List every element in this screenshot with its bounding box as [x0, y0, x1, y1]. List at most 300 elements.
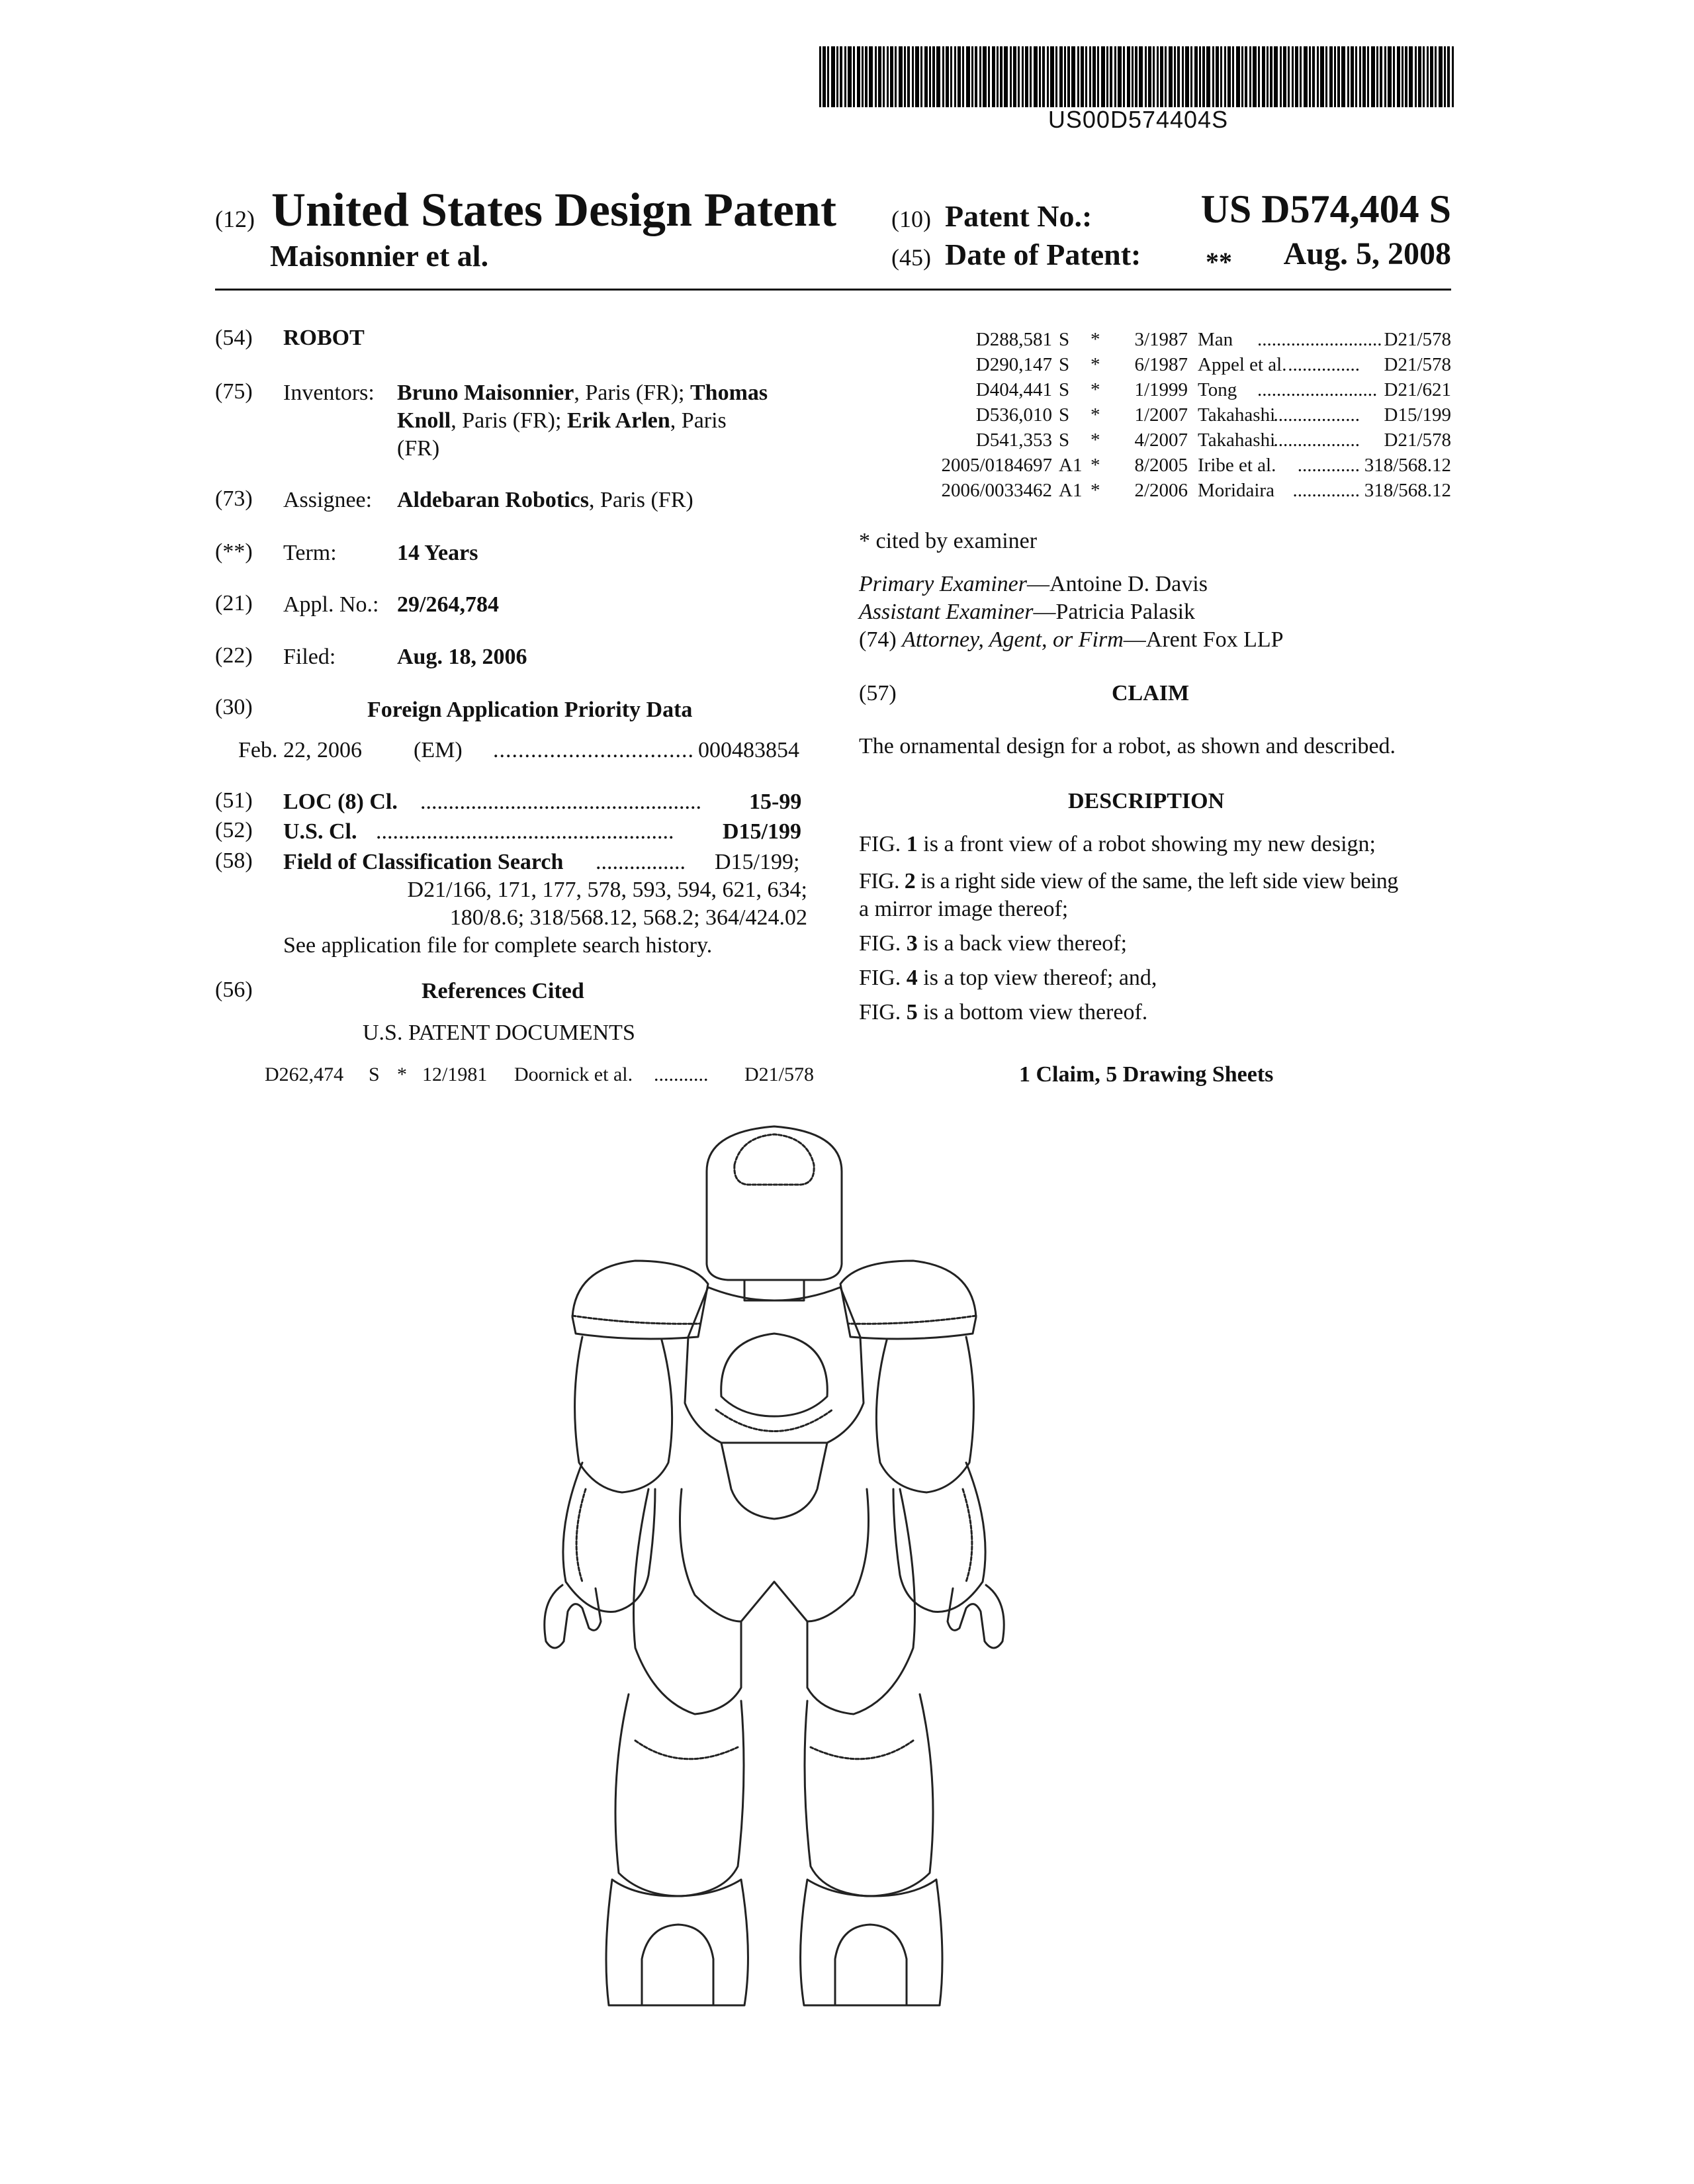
- date-of-patent-label: Date of Patent:: [945, 238, 1141, 271]
- barcode-bar: [1283, 46, 1286, 107]
- barcode-bar: [1439, 46, 1443, 107]
- figure-5-description: [859, 999, 1147, 1026]
- barcode-bar: [1216, 46, 1219, 107]
- ref-date: 1/2007: [1134, 404, 1188, 426]
- ref-name: Takahashi: [1198, 430, 1276, 451]
- barcode-bar: [1185, 46, 1189, 107]
- appl-number: 29/264,784: [397, 592, 499, 617]
- barcode-bar: [1004, 46, 1008, 107]
- barcode-bar: [1241, 46, 1243, 107]
- assignee-location: , Paris (FR): [588, 488, 693, 512]
- barcode-bar: [1325, 46, 1327, 107]
- barcode-bar: [865, 46, 868, 107]
- barcode-bar: [992, 46, 995, 107]
- barcode-bar: [1145, 46, 1147, 107]
- reference-row: [860, 478, 1451, 503]
- reference-row: [860, 453, 1451, 478]
- reference-row: [860, 402, 1451, 428]
- barcode-bar: [1280, 46, 1282, 107]
- ref-dots: ..............: [1292, 480, 1360, 501]
- barcode-bar: [1050, 46, 1054, 107]
- ref-class: D21/578: [1384, 430, 1451, 451]
- barcode-bar: [1380, 46, 1382, 107]
- barcode-bar: [1312, 46, 1315, 107]
- barcode-bar: [1397, 46, 1400, 107]
- ref-date: 8/2005: [1134, 455, 1188, 476]
- barcode-bar: [887, 46, 889, 107]
- barcode-bar: [1351, 46, 1354, 107]
- assignee-name: Aldebaran Robotics: [397, 488, 589, 512]
- barcode-bar: [1300, 46, 1302, 107]
- document-type: United States Design Patent: [271, 183, 836, 236]
- barcode-bar: [827, 46, 829, 107]
- barcode-bar: [1232, 46, 1234, 107]
- robot-left-foot: [606, 1880, 748, 2005]
- refs-subheading: U.S. PATENT DOCUMENTS: [363, 1021, 635, 1045]
- field-dots: ................: [596, 850, 686, 874]
- ref-date: 12/1981: [422, 1064, 488, 1085]
- robot-right-upper-arm: [876, 1337, 973, 1492]
- ref-class: D21/578: [744, 1064, 814, 1085]
- ref-date: 1/1999: [1134, 379, 1188, 400]
- barcode-bar: [899, 46, 903, 107]
- barcode-bar: [1160, 46, 1163, 107]
- robot-left-shin: [615, 1694, 744, 1896]
- term-label: Term:: [283, 541, 337, 565]
- ref-number: D541,353: [975, 430, 1052, 451]
- figure-3-description: [859, 930, 1127, 958]
- refs-code: (56): [215, 978, 253, 1002]
- fig-text: is a back view thereof;: [923, 931, 1128, 956]
- barcode-bar: [1258, 46, 1260, 107]
- barcode-bar: [1202, 46, 1205, 107]
- ref-star: *: [1091, 480, 1100, 501]
- refs-heading: References Cited: [422, 979, 584, 1003]
- robot-left-upper-arm: [575, 1337, 672, 1492]
- claim-heading: CLAIM: [1112, 681, 1190, 705]
- barcode-bar: [857, 46, 860, 107]
- barcode-bar: [988, 46, 990, 107]
- term-value: 14 Years: [397, 541, 478, 565]
- barcode-bar: [983, 46, 987, 107]
- ref-dots: ..................: [1273, 430, 1360, 451]
- barcode-bar: [1384, 46, 1386, 107]
- filed-date: Aug. 18, 2006: [397, 645, 527, 669]
- ref-kind: S: [1059, 430, 1070, 451]
- barcode-bar: [1320, 46, 1324, 107]
- fig-prefix: FIG.: [859, 832, 901, 856]
- barcode-bar: [929, 46, 931, 107]
- fig-text: is a right side view of the same, the left side view being: [920, 869, 1398, 893]
- field-line-3: 180/8.6; 318/568.12, 568.2; 364/424.02: [449, 905, 807, 930]
- us-cl-label: U.S. Cl.: [283, 819, 357, 844]
- barcode-bar: [932, 46, 935, 107]
- fig-number: 1: [906, 832, 918, 856]
- ref-star: *: [1091, 404, 1100, 426]
- us-cl-code: (52): [215, 818, 253, 842]
- foreign-heading: Foreign Application Priority Data: [367, 698, 693, 722]
- robot-left-thigh: [634, 1489, 742, 1714]
- barcode-bar: [1288, 46, 1290, 107]
- barcode-bar: [1169, 46, 1173, 107]
- barcode-bar: [1415, 46, 1417, 107]
- ref-date: 6/1987: [1134, 354, 1188, 375]
- barcode-bar: [920, 46, 922, 107]
- barcode-bar: [979, 46, 981, 107]
- ref-kind: S: [1059, 354, 1070, 375]
- barcode-bar: [1253, 46, 1257, 107]
- barcode-bar: [1371, 46, 1375, 107]
- inventor-3-name: Erik Arlen: [566, 408, 670, 433]
- barcode-bar: [1153, 46, 1155, 107]
- loc-dots: ..................................................: [420, 790, 701, 814]
- title-code: (54): [215, 326, 253, 350]
- reference-row: [860, 377, 1451, 402]
- barcode-bar: [1409, 46, 1413, 107]
- ref-kind: S: [1059, 404, 1070, 426]
- barcode-bar: [1227, 46, 1231, 107]
- ref-kind: S: [369, 1064, 380, 1085]
- barcode-bar: [1118, 46, 1122, 107]
- barcode-bar: [1212, 46, 1214, 107]
- robot-pelvis: [680, 1489, 869, 1621]
- attorney-label: Attorney, Agent, or Firm: [902, 627, 1124, 652]
- barcode-bar: [1022, 46, 1024, 107]
- inventor-short: Maisonnier et al.: [270, 239, 489, 273]
- appl-code: (21): [215, 591, 253, 615]
- reference-row: [860, 352, 1451, 377]
- barcode-bar: [1245, 46, 1247, 107]
- barcode-bar: [1064, 46, 1066, 107]
- inventor-3-country: (FR): [397, 436, 440, 461]
- fig-prefix: FIG.: [859, 931, 901, 956]
- barcode-bar: [1309, 46, 1311, 107]
- barcode-bar: [1174, 46, 1176, 107]
- ref-dots: ..................: [1273, 404, 1360, 426]
- barcode-bar: [1447, 46, 1450, 107]
- ref-date: 2/2006: [1134, 480, 1188, 501]
- barcode-bar: [1165, 46, 1167, 107]
- ref-star: *: [1091, 329, 1100, 350]
- barcode-bar: [890, 46, 893, 107]
- fig-text: is a bottom view thereof.: [923, 1000, 1148, 1024]
- us-cl-value: D15/199: [723, 819, 801, 844]
- barcode-bar: [936, 46, 940, 107]
- ref-class: D21/578: [1384, 329, 1451, 350]
- ref-number: 2006/0033462: [941, 480, 1052, 501]
- barcode-bar: [1139, 46, 1143, 107]
- barcode-bar: [1018, 46, 1020, 107]
- patent-number: US D574,404 S: [1200, 187, 1451, 231]
- robot-right-shoulder: [840, 1261, 976, 1339]
- robot-abdomen: [721, 1443, 827, 1519]
- ref-dots: .............: [1297, 455, 1360, 476]
- barcode-bar: [1274, 46, 1278, 107]
- ref-star: *: [1091, 430, 1100, 451]
- ref-kind: A1: [1059, 480, 1083, 501]
- barcode-bar: [1430, 46, 1433, 107]
- ref-kind: S: [1059, 329, 1070, 350]
- barcode-bar: [915, 46, 919, 107]
- barcode-bar: [1236, 46, 1240, 107]
- figure-1-description: [859, 831, 1376, 858]
- robot-right-shin: [805, 1694, 933, 1896]
- barcode-bar: [1334, 46, 1336, 107]
- robot-front-view-drawing: [543, 1118, 1125, 2032]
- barcode-bar: [1110, 46, 1112, 107]
- primary-examiner: [859, 570, 1208, 598]
- barcode-bar: [1092, 46, 1096, 107]
- patent-title: ROBOT: [283, 326, 365, 350]
- reference-row: [265, 1064, 814, 1090]
- robot-right-thigh: [807, 1489, 915, 1714]
- robot-head: [707, 1126, 842, 1280]
- fig-prefix: FIG.: [859, 869, 899, 893]
- barcode-number: US00D574404S: [1048, 106, 1229, 133]
- inventors-line-1: [397, 379, 768, 407]
- assignee: [397, 486, 693, 514]
- assistant-examiner: [859, 598, 1195, 626]
- barcode-bar: [1341, 46, 1345, 107]
- inventor-1-name: Bruno Maisonnier: [397, 381, 574, 405]
- barcode-bar: [1376, 46, 1378, 107]
- barcode-bar: [1359, 46, 1361, 107]
- barcode-bar: [1194, 46, 1198, 107]
- barcode-bar: [1224, 46, 1226, 107]
- date-of-patent: Aug. 5, 2008: [1283, 236, 1451, 271]
- barcode-bar: [1047, 46, 1049, 107]
- figure-4-description: [859, 964, 1157, 992]
- ref-dots: ...............: [1288, 354, 1360, 375]
- barcode-bar: [1423, 46, 1425, 107]
- ref-name: Appel et al.: [1198, 354, 1287, 375]
- assistant-examiner-label: Assistant Examiner: [859, 600, 1034, 624]
- barcode-bar: [1295, 46, 1298, 107]
- ref-class: D21/578: [1384, 354, 1451, 375]
- field-line-1: D15/199;: [715, 850, 800, 874]
- ref-star: *: [1091, 354, 1100, 375]
- inventor-2-location: , Paris (FR);: [451, 408, 567, 433]
- barcode-bar: [1081, 46, 1084, 107]
- ref-star: *: [397, 1064, 407, 1085]
- inventors-code: (75): [215, 379, 253, 404]
- fig-prefix: FIG.: [859, 1000, 901, 1024]
- barcode-bar: [966, 46, 970, 107]
- ref-name: Iribe et al.: [1198, 455, 1276, 476]
- barcode-bar: [1393, 46, 1395, 107]
- patent-number-label: Patent No.:: [945, 199, 1092, 233]
- barcode-bar: [895, 46, 897, 107]
- barcode-bar: [1304, 46, 1308, 107]
- barcode-bar: [950, 46, 952, 107]
- barcode-bar: [1292, 46, 1294, 107]
- barcode-bar: [1055, 46, 1057, 107]
- primary-examiner-label: Primary Examiner: [859, 572, 1028, 596]
- attorney-name: —Arent Fox LLP: [1123, 627, 1284, 652]
- barcode-bar: [1059, 46, 1063, 107]
- barcode-bar: [997, 46, 999, 107]
- assignee-label: Assignee:: [283, 488, 373, 512]
- barcode-bar: [1030, 46, 1032, 107]
- barcode-bar: [1157, 46, 1159, 107]
- barcode-bar: [907, 46, 910, 107]
- robot-right-hand: [948, 1585, 1004, 1648]
- foreign-number: 000483854: [698, 738, 799, 762]
- ref-star: *: [1091, 455, 1100, 476]
- description-heading: DESCRIPTION: [1068, 789, 1225, 813]
- ref-name: Tong: [1198, 379, 1237, 400]
- code-45: (45): [891, 244, 931, 271]
- barcode-bar: [1025, 46, 1028, 107]
- robot-right-foot: [801, 1880, 942, 2005]
- foreign-dots: ................................: [493, 738, 694, 762]
- claim-code: (57): [859, 681, 897, 705]
- date-asterisks: **: [1206, 247, 1232, 277]
- barcode-bar: [1000, 46, 1003, 107]
- barcode-bar: [1148, 46, 1151, 107]
- foreign-date: Feb. 22, 2006: [238, 738, 362, 762]
- ref-name: Takahashi: [1198, 404, 1276, 426]
- ref-kind: S: [1059, 379, 1070, 400]
- inventors-label: Inventors:: [283, 381, 375, 405]
- barcode-bar: [1114, 46, 1116, 107]
- barcode-bar: [1444, 46, 1446, 107]
- barcode-bar: [1177, 46, 1180, 107]
- ref-dots: ...........: [654, 1064, 709, 1085]
- barcode-bar: [1199, 46, 1201, 107]
- barcode-bar: [1127, 46, 1130, 107]
- barcode-bar: [1101, 46, 1105, 107]
- barcode-bar: [1097, 46, 1099, 107]
- foreign-office: (EM): [414, 738, 463, 762]
- barcode-bar: [1206, 46, 1210, 107]
- barcode-bar: [958, 46, 961, 107]
- fig-number: 2: [904, 869, 916, 893]
- barcode-bar: [1089, 46, 1091, 107]
- claims-sheets-summary: 1 Claim, 5 Drawing Sheets: [1019, 1062, 1274, 1087]
- barcode-bar: [1135, 46, 1137, 107]
- ref-class: 318/568.12: [1364, 480, 1451, 501]
- barcode-bar: [954, 46, 956, 107]
- barcode-bar: [853, 46, 855, 107]
- barcode-bar: [1013, 46, 1016, 107]
- term-code: (**): [215, 539, 253, 564]
- appl-label: Appl. No.:: [283, 592, 379, 617]
- filed-code: (22): [215, 643, 253, 668]
- code-12: (12): [215, 206, 255, 232]
- barcode-bar: [1427, 46, 1429, 107]
- barcode-bar: [1355, 46, 1357, 107]
- ref-class: D15/199: [1384, 404, 1451, 426]
- barcode-bar: [1347, 46, 1349, 107]
- attorney: [859, 626, 1284, 654]
- barcode-bar: [1317, 46, 1319, 107]
- inventor-2-last-name: Knoll: [397, 408, 451, 433]
- barcode-bar: [924, 46, 928, 107]
- filed-label: Filed:: [283, 645, 336, 669]
- barcode-bar: [819, 46, 821, 107]
- figure-2-description-cont: a mirror image thereof;: [859, 897, 1069, 921]
- barcode-bar: [1039, 46, 1041, 107]
- barcode-bar: [1435, 46, 1437, 107]
- ref-class: 318/568.12: [1364, 455, 1451, 476]
- barcode-bar: [1452, 46, 1454, 107]
- barcode-bar: [962, 46, 964, 107]
- robot-chest: [685, 1287, 864, 1443]
- barcode-bar: [878, 46, 881, 107]
- fig-prefix: FIG.: [859, 966, 901, 990]
- barcode-bar: [1329, 46, 1333, 107]
- ref-date: 4/2007: [1134, 430, 1188, 451]
- attorney-code: (74): [859, 627, 897, 652]
- barcode-bar: [1067, 46, 1070, 107]
- barcode-bar: [1405, 46, 1407, 107]
- barcode-bar: [1418, 46, 1421, 107]
- barcode-bar: [869, 46, 873, 107]
- ref-number: D536,010: [975, 404, 1052, 426]
- barcode-bar: [1132, 46, 1134, 107]
- barcode-bar: [1220, 46, 1222, 107]
- barcode-bar: [1106, 46, 1108, 107]
- ref-star: *: [1091, 379, 1100, 400]
- barcode-bar: [862, 46, 864, 107]
- code-10: (10): [891, 206, 931, 232]
- barcode-bar: [1034, 46, 1038, 107]
- fig-number: 3: [906, 931, 918, 956]
- barcode-bar: [844, 46, 846, 107]
- ref-name: Doornick et al.: [514, 1064, 633, 1085]
- barcode-bar: [831, 46, 835, 107]
- barcode-bar: [912, 46, 914, 107]
- ref-dots: .........................: [1257, 379, 1378, 400]
- barcode-bar: [1190, 46, 1192, 107]
- loc-code: (51): [215, 788, 253, 813]
- barcode-bar: [848, 46, 852, 107]
- ref-number: 2005/0184697: [941, 455, 1052, 476]
- foreign-code: (30): [215, 695, 253, 719]
- reference-list: [860, 327, 1451, 506]
- fig-text: is a front view of a robot showing my new design;: [923, 832, 1376, 856]
- ref-name: Moridaira: [1198, 480, 1274, 501]
- claim-text: The ornamental design for a robot, as shown and described.: [859, 734, 1396, 758]
- fig-number: 4: [906, 966, 918, 990]
- barcode-bar: [1362, 46, 1366, 107]
- barcode-bar: [1367, 46, 1369, 107]
- assignee-code: (73): [215, 486, 253, 511]
- barcode-bar: [1010, 46, 1012, 107]
- barcode-bar: [1077, 46, 1079, 107]
- barcode-bar: [823, 46, 826, 107]
- barcode-bar: [971, 46, 973, 107]
- fig-text: is a top view thereof; and,: [923, 966, 1157, 990]
- barcode-bar: [1123, 46, 1125, 107]
- loc-label: LOC (8) Cl.: [283, 790, 398, 814]
- field-line-4: See application file for complete search history.: [283, 933, 713, 958]
- ref-number: D404,441: [975, 379, 1052, 400]
- barcode-bar: [1085, 46, 1087, 107]
- barcode-bar: [875, 46, 877, 107]
- ref-class: D21/621: [1384, 379, 1451, 400]
- barcode-bar: [1182, 46, 1184, 107]
- barcode-bar: [1388, 46, 1392, 107]
- ref-name: Man: [1198, 329, 1233, 350]
- robot-left-shoulder: [572, 1261, 708, 1339]
- header-rule: [215, 289, 1451, 291]
- primary-examiner-name: —Antoine D. Davis: [1027, 572, 1208, 596]
- robot-neck: [744, 1280, 804, 1300]
- barcode-bar: [1337, 46, 1340, 107]
- barcode-bar: [840, 46, 842, 107]
